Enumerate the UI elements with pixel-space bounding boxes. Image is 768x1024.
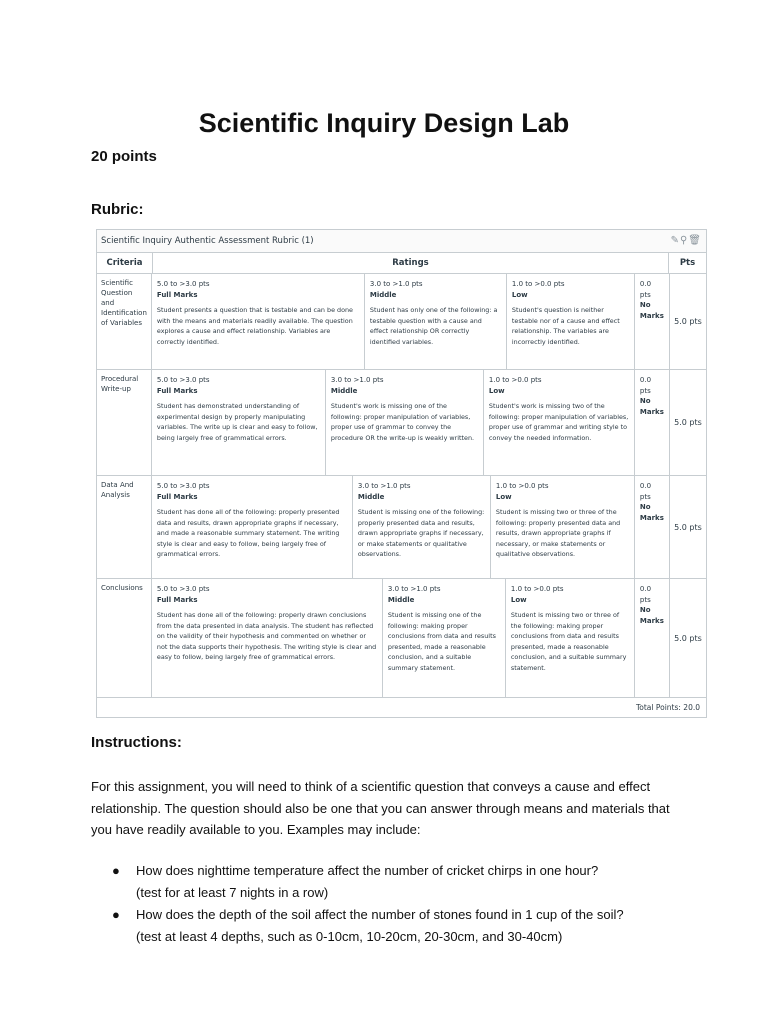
rating-range: 3.0 to >1.0 pts xyxy=(330,376,384,384)
rating-label: Middle xyxy=(369,290,397,299)
total-points: Total Points: 20.0 xyxy=(635,703,700,712)
example-note: (test for at least 7 nights in a row) xyxy=(136,884,329,900)
rating-desc: Student has done all of the following: properly presented data and results, drawn appropriate graphs if necessary, and made a reasonable summary statement. The writing style is clear and easy to follow, being largely free of grammatical errors. xyxy=(156,508,340,558)
rating-desc: Student has done all of the following: properly drawn conclusions from the data presented in data analysis. The student has reflected on the validity of their hypothesis and commented on whether or not the data supports their hypothesis. The writing style is clear and easy to follow, being largely free of grammatical errors. xyxy=(156,611,377,661)
rating-label: Low xyxy=(488,386,505,395)
rubric-table xyxy=(96,229,707,718)
criterion-pts: 5.0 pts xyxy=(674,522,702,532)
rating-desc: Student is missing one of the following: making proper conclusions from data and results presented, made a reasonable conclusion, and a suitable summary statement. xyxy=(387,611,496,672)
rating-full xyxy=(152,274,365,369)
rating-label: Full Marks xyxy=(156,386,198,395)
rating-full xyxy=(152,370,326,475)
rating-desc: Student is missing one of the following: properly presented data and results, drawn appropriate graphs if necessary, or make statements or qualitative observations. xyxy=(357,508,485,558)
criterion-name: Data And Analysis xyxy=(97,476,152,578)
rubric-header-row xyxy=(97,253,706,274)
list-item xyxy=(112,904,672,947)
ratings-cell xyxy=(152,370,670,475)
points-label: 20 points xyxy=(91,148,157,165)
rating-desc: Student's work is missing two of the following: proper manipulation of variables, proper use of grammar and writing style to convey the needed information. xyxy=(488,402,629,442)
rating-full xyxy=(152,476,353,578)
bullet-icon: ● xyxy=(112,907,120,922)
rating-range: 0.0 pts xyxy=(639,585,652,604)
rubric-row xyxy=(97,274,706,370)
example-question: How does the depth of the soil affect the number of stones found in 1 cup of the soil? xyxy=(136,907,624,922)
trash-icon[interactable]: 🗑 xyxy=(688,235,702,246)
rating-label: Low xyxy=(495,492,512,501)
rating-desc: Student is missing two or three of the following: properly presented data and results, drawn appropriate graphs if necessary, or make statements or qualitative observations. xyxy=(495,508,621,558)
header-pts: Pts xyxy=(679,257,696,268)
header-ratings: Ratings xyxy=(153,253,669,273)
rubric-row xyxy=(97,476,706,579)
criterion-pts: 5.0 pts xyxy=(674,418,702,427)
rating-range: 5.0 to >3.0 pts xyxy=(156,585,210,593)
rating-none xyxy=(635,476,669,578)
rating-range: 0.0 pts xyxy=(639,482,652,501)
instructions-text: For this assignment, you will need to think of a scientific question that conveys a cause and effect relationship. The question should also be one that you can answer through means and materials that you have readily available to you. Examples may include: xyxy=(91,779,670,837)
criterion-name: Scientific Question and Identification of Variables xyxy=(97,274,152,369)
ratings-cell xyxy=(152,476,670,578)
rating-range: 5.0 to >3.0 pts xyxy=(156,280,210,288)
rating-range: 3.0 to >1.0 pts xyxy=(357,482,411,490)
rating-label: Middle xyxy=(387,595,415,604)
rating-low xyxy=(507,274,635,369)
rating-label: No Marks xyxy=(639,606,664,625)
examples-list xyxy=(112,860,672,948)
list-item xyxy=(112,860,672,903)
rating-range: 3.0 to >1.0 pts xyxy=(369,280,423,288)
rating-label: Full Marks xyxy=(156,492,198,501)
rating-low xyxy=(491,476,635,578)
rating-full xyxy=(152,579,383,697)
rating-middle xyxy=(383,579,506,697)
page-title: Scientific Inquiry Design Lab xyxy=(198,108,570,138)
rubric-row xyxy=(97,370,706,476)
rating-label: No Marks xyxy=(639,397,664,416)
search-icon[interactable]: ⚲ xyxy=(679,235,689,246)
rating-label: Low xyxy=(511,290,528,299)
rubric-row xyxy=(97,579,706,698)
rating-range: 1.0 to >0.0 pts xyxy=(511,280,565,288)
ratings-cell xyxy=(152,274,670,369)
criterion-name: Procedural Write-up xyxy=(97,370,152,475)
rating-low xyxy=(506,579,635,697)
rubric-heading: Rubric: xyxy=(91,201,144,218)
rating-range: 5.0 to >3.0 pts xyxy=(156,482,210,490)
rubric-tools xyxy=(671,230,702,252)
rating-low xyxy=(484,370,635,475)
rating-desc: Student's work is missing one of the following: proper manipulation of variables, proper use of grammar to convey the procedure OR the write-up is weakly written. xyxy=(330,402,475,442)
criterion-name: Conclusions xyxy=(97,579,152,697)
rating-label: Full Marks xyxy=(156,595,198,604)
rating-label: Middle xyxy=(330,386,358,395)
rubric-name: Scientific Inquiry Authentic Assessment Rubric (1) xyxy=(101,236,314,246)
pencil-icon[interactable]: ✎ xyxy=(670,235,680,246)
rubric-title-bar xyxy=(97,230,706,253)
rating-middle xyxy=(365,274,507,369)
rating-label: Middle xyxy=(357,492,385,501)
example-note: (test at least 4 depths, such as 0-10cm, 10-20cm, 20-30cm, and 30-40cm) xyxy=(136,928,563,944)
rating-label: No Marks xyxy=(639,301,664,320)
rating-none xyxy=(635,274,669,369)
rating-range: 5.0 to >3.0 pts xyxy=(156,376,210,384)
rating-middle xyxy=(353,476,491,578)
instructions-heading: Instructions: xyxy=(91,734,182,751)
header-criteria: Criteria xyxy=(97,253,153,273)
rating-range: 1.0 to >0.0 pts xyxy=(510,585,564,593)
rating-range: 3.0 to >1.0 pts xyxy=(387,585,441,593)
rating-range: 1.0 to >0.0 pts xyxy=(488,376,542,384)
bullet-icon: ● xyxy=(112,863,120,878)
rating-range: 0.0 pts xyxy=(639,280,652,299)
example-question: How does nighttime temperature affect the number of cricket chirps in one hour? xyxy=(136,863,599,878)
rating-label: No Marks xyxy=(639,503,664,522)
rating-none xyxy=(635,370,669,475)
rating-label: Low xyxy=(510,595,527,604)
criterion-pts: 5.0 pts xyxy=(674,317,702,326)
rating-range: 0.0 pts xyxy=(639,376,652,395)
rating-desc: Student has demonstrated understanding of experimental design by properly manipulating variables. The write up is clear and easy to follow, being largely free of grammatical errors. xyxy=(156,402,318,442)
rating-label: Full Marks xyxy=(156,290,198,299)
rating-middle xyxy=(326,370,484,475)
ratings-cell xyxy=(152,579,670,697)
rating-desc: Student presents a question that is testable and can be done with the means and materials readily available. The question explores a cause and effect relationship. Variables are correctly identified. xyxy=(156,306,353,346)
rating-range: 1.0 to >0.0 pts xyxy=(495,482,549,490)
rating-none xyxy=(635,579,669,697)
criterion-pts: 5.0 pts xyxy=(674,633,702,643)
rating-desc: Student's question is neither testable nor of a cause and effect relationship. The variables are incorrectly identified. xyxy=(511,306,620,346)
rating-desc: Student is missing two or three of the following: making proper conclusions from data and results presented, made a reasonable conclusion, and a suitable summary statement. xyxy=(510,611,627,672)
rating-desc: Student has only one of the following: a testable question with a cause and effect relationship OR correctly identified variables. xyxy=(369,306,498,346)
